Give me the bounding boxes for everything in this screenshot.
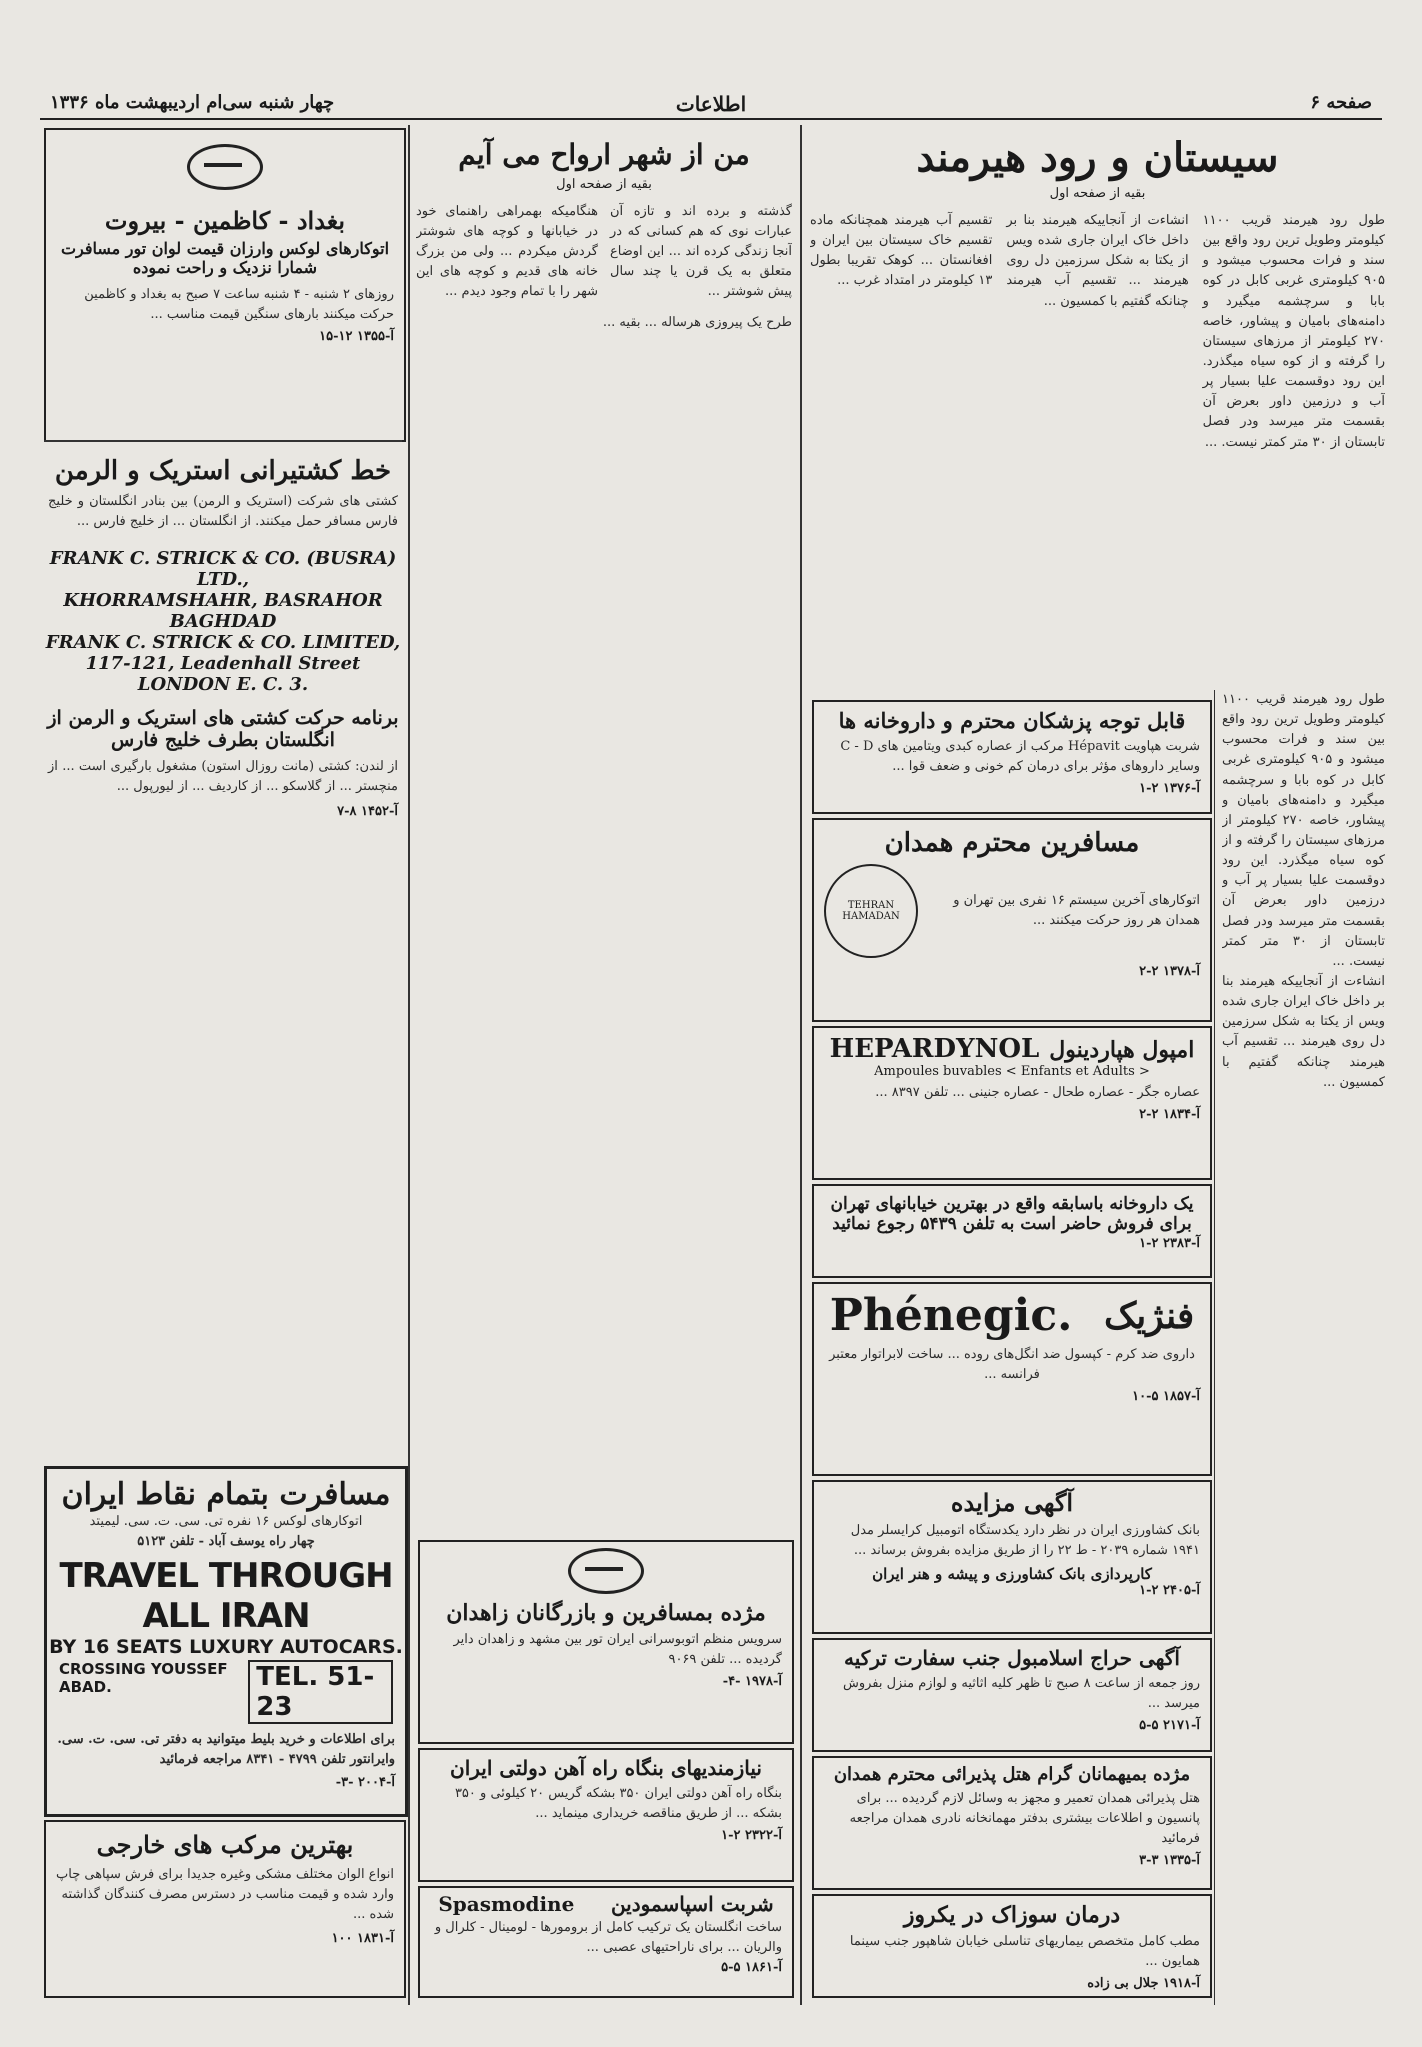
travel-logo-icon	[568, 1548, 644, 1594]
article-column: انشاءت از آنجاییکه هیرمند بنا بر داخل خاک ایران جاری شده ویس از یکتا به شکل سرزمین دل روی هیرمند ... تقسیم آب هیرمند چنانکه گفتیم با کمسیون ...	[1222, 973, 1385, 1090]
article-column: گذشته و برده اند و تازه آن عبارات نوی که هم کسانی که در آنجا زندگی کرده اند ... این اوضاع متعلق به یک قرن یا چند سال پیش شوشتر ...	[610, 203, 792, 300]
ad-body: انواع الوان مختلف مشکی وغیره جدیدا برای فرش سپاهی چاپ وارد شده و قیمت مناسب در دسترس مصرف کنندگان گذاشته شده ...	[56, 1867, 394, 1923]
pharmacy-sale-ad	[812, 1184, 1212, 1278]
ad-subtitle: اتوکارهای لوکس ۱۶ نفره تی. سی. ت. سی. لیمیتد	[89, 1514, 363, 1529]
spasmodine-ad	[418, 1886, 794, 1998]
sistan-article	[810, 128, 1385, 688]
railway-ad	[418, 1748, 794, 1882]
best-vehicles-ad	[44, 1820, 406, 1998]
hepardynol-ad	[812, 1026, 1212, 1180]
column-divider	[1214, 690, 1215, 2005]
ad-subtitle: اتوکارهای لوکس وارزان قیمت لوان تور مسافرت شمارا نزدیک و راحت نموده	[60, 239, 390, 277]
ad-title: درمان سوزاک در یکروز	[903, 1902, 1121, 1928]
article-column: طول رود هیرمند قریب ۱۱۰۰ کیلومتر وطویل ترین رود واقع بین سند و فرات محسوب میشود و ۹۰۵ کیلومتری غربی کابل در کوه بابا و سرچشمه میگیرد و دامنه‌های بامیان و پیشاور، خاصه ۲۷۰ کیلومتر از مرزهای سیستان را گرفته و از کوه سیاه میگذرد. این رود دوقسمت علیا بسیار پر آب و درزمین داور بعرض آن بقسمت متر میرسد ودر فصل تابستان از ۳۰ متر کمتر نیست. ...	[1202, 213, 1385, 450]
winged-bus-logo-icon	[187, 144, 263, 190]
article-column: انشاءت از آنجاییکه هیرمند بنا بر داخل خاک ایران جاری شده ویس از یکتا به شکل سرزمین دل روی هیرمند ... تقسیم آب هیرمند چنانکه گفتیم با کمسیون ...	[1006, 213, 1189, 309]
ad-body: بنگاه راه آهن دولتی ایران ۳۵۰ بشکه گریس ۲۰ کیلوئی و ۳۵۰ بشکه ... از طریق مناقصه خریداری مینماید ...	[454, 1786, 782, 1822]
ad-body: ساخت انگلستان یک ترکیب کامل از برومورها - لومینال - کلرال و والریان ... برای ناراحتیهای عصبی ...	[434, 1920, 782, 1956]
clinic-ad	[812, 1894, 1212, 1998]
article-title: سیستان و رود هیرمند	[916, 134, 1279, 181]
ad-title: آگهی مزایده	[950, 1488, 1074, 1517]
ad-ref: آ-۲۳۲۲ ۲-۱	[721, 1828, 782, 1844]
ad-phone: TEL. 51-23	[248, 1660, 393, 1724]
article-column: هنگامیکه بهمراهی راهنمای خود در خیابانها و کوچه های شوشتر گردش میکردم ... ولی من بزرگ خانه های قدیم و کوچه های این شهر را با تمام وجود دیدم ...	[416, 203, 598, 300]
ad-ref: آ-۱۳۷۶ ۲-۱	[1139, 781, 1200, 797]
hotel-ad	[812, 1756, 1212, 1890]
ad-body: بانک کشاورزی ایران در نظر دارد یکدستگاه اتومبیل کرایسلر مدل ۱۹۴۱ شماره ۲۰۳۹ - ط ۲۲ را از طریق مزایده بفروش برساند ...	[850, 1523, 1200, 1559]
ad-ref: آ-۲۰۰۴ -۳-	[335, 1774, 395, 1790]
ad-ref: آ-۱۳۳۵ ۳-۳	[1139, 1853, 1200, 1869]
ad-title: خط کشتیرانی استریک و الرمن	[54, 456, 392, 486]
company-address-line: FRANK C. STRICK & CO. LIMITED,	[45, 632, 401, 654]
ad-ref: آ-۲۴۰۵ ۲-۱	[1139, 1583, 1200, 1599]
ad-title-latin: TRAVEL THROUGH ALL IRAN	[59, 1556, 393, 1637]
ad-title: آگهی حراج اسلامبول جنب سفارت ترکیه	[844, 1646, 1180, 1670]
phenegic-ad	[812, 1282, 1212, 1476]
ad-title: فنژیک	[1104, 1294, 1195, 1337]
tehran-hamadan-logo: TEHRAN HAMADAN	[824, 864, 918, 958]
ad-ref: آ-۱۸۵۷ ۵-۱۰	[1132, 1389, 1200, 1405]
page-header	[40, 88, 1382, 120]
strick-line-ad	[44, 446, 402, 1456]
ad-title-latin: Spasmodine	[438, 1892, 575, 1916]
ad-body: اتوکارهای آخرین سیستم ۱۶ نفری بین تهران و همدان هر روز حرکت میکنند ...	[953, 892, 1200, 928]
ad-address-latin: CROSSING YOUSSEF ABAD.	[59, 1660, 228, 1697]
column-divider	[800, 125, 802, 2005]
company-address-line: KHORRAMSHAHR, BASRAHOR BAGHDAD	[63, 590, 383, 633]
article-footer: طرح یک پیروزی هرساله ... بقیه ...	[602, 314, 792, 330]
ad-ref: آ-۲۳۸۳ ۲-۱	[1139, 1236, 1200, 1251]
sistan-article-continued	[1222, 690, 1385, 2010]
ad-subtitle: Ampoules buvables < Enfants et Adults >	[874, 1064, 1150, 1079]
issue-date: چهار شنبه سی‌ام اردیبهشت ماه ۱۳۳۶	[50, 92, 335, 113]
ad-title: امپول هپاردینول	[1049, 1037, 1195, 1063]
ghost-town-article	[416, 128, 792, 1528]
ad-title: مژده بمسافرین و بازرگانان زاهدان	[446, 1600, 766, 1626]
company-address-line: 117-121, Leadenhall Street	[85, 653, 361, 675]
ad-ref: آ-۱۳۵۵ ۱۲-۱۵	[319, 329, 394, 345]
ad-body: مطب کامل متخصص بیماریهای تناسلی خیابان شاهپور جنب سینما همایون ...	[849, 1934, 1200, 1970]
column-divider	[408, 125, 410, 2005]
travel-iran-ad	[44, 1466, 408, 1817]
schedule-title: برنامه حرکت کشتی های استریک و الرمن از انگلستان بطرف خلیج فارس	[47, 707, 399, 752]
paper-name: اطلاعات	[675, 92, 747, 116]
ad-ref: آ-۱۸۳۴ ۲-۲	[1139, 1107, 1200, 1123]
ad-body: شربت هپاویت Hépavit مرکب از عصاره کبدی ویتامین های C - D وسایر داروهای مؤثر برای درمان کم خونی و ضعف قوا ...	[840, 739, 1200, 775]
ad-subtitle-latin: BY 16 SEATS LUXURY AUTOCARS.	[49, 1636, 403, 1659]
ad-title-latin: HEPARDYNOL	[829, 1034, 1040, 1064]
company-address-line: LONDON E. C. 3.	[137, 674, 309, 696]
ad-body: برای اطلاعات و خرید بلیط میتوانید به دفتر تی. سی. ت. سی. وایرانتور تلفن ۴۷۹۹ - ۸۳۴۱ مراجعه فرمائید	[57, 1732, 395, 1768]
ad-ref: آ-۱۸۳۱ ۱۰۰	[331, 1931, 394, 1947]
article-column: طول رود هیرمند قریب ۱۱۰۰ کیلومتر وطویل ترین رود واقع بین سند و فرات محسوب میشود و ۹۰۵ کیلومتری غربی کابل در کوه بابا و سرچشمه میگیرد و دامنه‌های بامیان و پیشاور، خاصه ۲۷۰ کیلومتر از مرزهای سیستان را گرفته و از کوه سیاه میگذرد. این رود دوقسمت علیا بسیار پر آب و درزمین داور بعرض آن بقسمت متر میرسد ودر فصل تابستان از ۳۰ متر کمتر نیست. ...	[1222, 692, 1385, 969]
ad-body: سرویس منظم اتوبوسرانی ایران تور بین مشهد و زاهدان دایر گردیده ... تلفن ۹۰۶۹	[453, 1632, 782, 1668]
auction-ad	[812, 1480, 1212, 1634]
ad-title: نیازمندیهای بنگاه راه آهن دولتی ایران	[450, 1756, 762, 1780]
ad-body: داروی ضد کرم - کپسول ضد انگل‌های روده ... ساخت لابراتوار معتبر فرانسه ...	[829, 1347, 1195, 1383]
ad-body: هتل پذیرائی همدان تعمیر و مجهز به وسائل لازم گردیده ... برای پانسیون و اطلاعات بیشتری بدفتر مهمانخانه نادری همدان مراجعه فرمائید	[849, 1791, 1200, 1847]
ad-title: مسافرین محترم همدان	[884, 828, 1140, 858]
page-number: صفحه ۶	[1310, 92, 1372, 113]
ad-title: بغداد - کاظمین - بیروت	[104, 206, 346, 235]
ad-title: مژده بمیهمانان گرام هتل پذیرائی محترم همدان	[833, 1764, 1191, 1785]
ad-title: شربت اسپاسمودین	[610, 1892, 774, 1916]
ad-footer: کارپردازی بانک کشاورزی و پیشه و هنر ایران	[872, 1565, 1152, 1584]
ad-ref: آ-۱۹۱۸ جلال بی زاده	[1087, 1976, 1200, 1992]
article-title: من از شهر ارواح می آیم	[458, 138, 750, 171]
ad-ref: آ-۱۸۶۱ ۵-۵	[721, 1960, 782, 1976]
article-column: تقسیم آب هیرمند همچنانکه ماده تقسیم خاک سیستان بین ایران و افغانستان ... کوهک تقریبا بطول ۱۳ کیلومتر در امتداد غرب ...	[810, 213, 993, 289]
company-address-line: FRANK C. STRICK & CO. (BUSRA) LTD.,	[49, 548, 397, 591]
ad-body: روز جمعه از ساعت ۸ صبح تا ظهر کلیه اثاثیه و لوازم منزل بفروش میرسد ...	[842, 1676, 1200, 1712]
section-divider	[44, 440, 402, 442]
ad-address: چهار راه یوسف آباد - تلفن ۵۱۲۳	[137, 1534, 315, 1550]
ad-ref: آ-۲۱۷۱ ۵-۵	[1139, 1718, 1200, 1734]
zahedan-ad	[418, 1540, 794, 1744]
ad-ref: آ-۱۳۷۸ ۲-۲	[1139, 964, 1200, 979]
baghdad-bus-ad	[44, 128, 406, 442]
ad-ref: آ-۱۴۵۲ ۸-۷	[337, 803, 398, 819]
hepavit-ad	[812, 700, 1212, 814]
ad-body: روزهای ۲ شنبه - ۴ شنبه ساعت ۷ صبح به بغداد و کاظمین حرکت میکنند بارهای سنگین قیمت مناسب ...	[84, 287, 394, 323]
ad-body: کشتی های شرکت (استریک و الرمن) بین بنادر انگلستان و خلیج فارس مسافر حمل میکنند. از انگلستان ... از خلیج فارس ...	[48, 494, 398, 530]
ad-body: عصاره جگر - عصاره طحال - عصاره جنینی ... تلفن ۸۳۹۷ ...	[875, 1085, 1200, 1100]
ad-title-latin: Phénegic.	[829, 1290, 1073, 1341]
hamadan-ad	[812, 818, 1212, 1022]
turkey-auction-ad	[812, 1638, 1212, 1752]
continued-note: بقیه از صفحه اول	[1049, 186, 1146, 201]
schedule-body: از لندن: کشتی (مانت روزال استون) مشغول بارگیری است ... از منچستر ... از گلاسکو ... از کاردیف ... از لیورپول ...	[48, 759, 398, 795]
ad-title: مسافرت بتمام نقاط ایران	[61, 1477, 391, 1512]
continued-note: بقیه از صفحه اول	[556, 176, 652, 192]
ad-title: یک داروخانه باسابقه واقع در بهترین خیابانهای تهران برای فروش حاضر است به تلفن ۵۴۳۹ رجوع نمائید	[830, 1194, 1194, 1234]
ad-title: بهترین مرکب های خارجی	[96, 1830, 354, 1859]
ad-ref: آ-۱۹۷۸ -۴-	[722, 1674, 782, 1690]
ad-title: قابل توجه پزشکان محترم و داروخانه ها	[838, 708, 1186, 733]
